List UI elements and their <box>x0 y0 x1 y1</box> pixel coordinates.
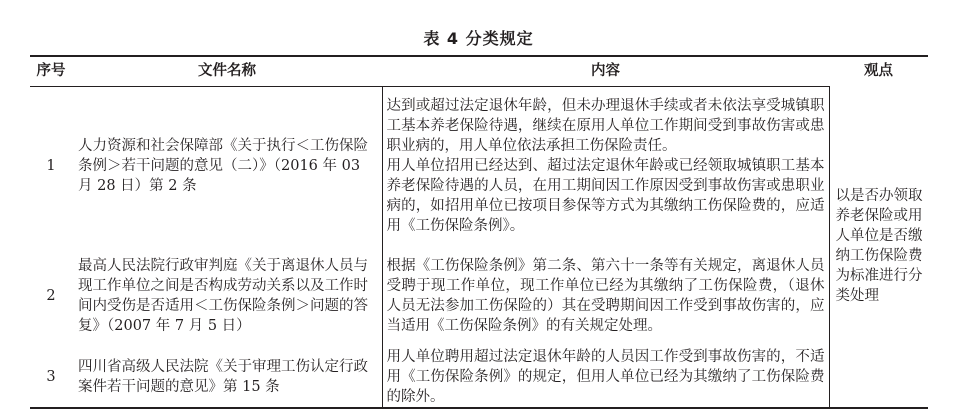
document-name-cell: 最高人民法院行政审判庭《关于离退休人员与现工作单位之间是否构成劳动关系以及工作时间内受伤是否适用＜工伤保险条例＞问题的答复》（2007 年 7 月 5 日） <box>78 257 368 334</box>
document-name-cell: 四川省高级人民法院《关于审理工伤认定行政案件若干问题的意见》第 15 条 <box>72 347 382 408</box>
content-paragraph: 用人单位招用已经达到、超过法定退休年龄或已经领取城镇职工基本养老保险待遇的人员，在用工期间因工作原因受到事故伤害或患职业病的，如招用单位已按项目参保等方式为其缴纳工伤保险费的，应适用《工伤保险条例》。 <box>386 157 825 234</box>
content-paragraph: 根据《工伤保险条例》第二条、第六十一条等有关规定，离退休人员受聘于现工作单位，现工作单位已经为其缴纳了工伤保险费，（退休人员无法参加工伤保险的）其在受聘期间因工作受到事故伤害的，应当适用《工伤保险条例》的有关规定处理。 <box>386 257 825 334</box>
document-name-cell: 人力资源和社会保障部《关于执行＜工伤保险条例＞若干问题的意见（二）》（2016 年 03 月 28 日）第 2 条 <box>78 137 368 194</box>
header-number: 序号 <box>30 56 72 86</box>
table-caption: 表 4 分类规定 <box>423 29 534 48</box>
content-cell <box>382 347 829 408</box>
row-number: 2 <box>46 287 56 304</box>
row-number: 1 <box>46 157 56 174</box>
header-content: 内容 <box>382 56 829 86</box>
header-viewpoint: 观点 <box>829 56 928 86</box>
row-number: 3 <box>30 347 72 408</box>
table-row <box>30 347 928 408</box>
viewpoint-cell: 以是否办领取养老保险或用人单位是否缴纳工伤保险费为标准进行分类处理 <box>829 86 928 408</box>
content-paragraph: 用人单位聘用超过法定退休年龄的人员因工作受到事故伤害的，不适用《工伤保险条例》的规定，但用人单位已经为其缴纳了工伤保险费的除外。 <box>386 348 825 405</box>
classification-rules-table <box>30 55 928 409</box>
table-row <box>30 86 928 245</box>
content-paragraph: 达到或超过法定退休年龄，但未办理退休手续或者未依法享受城镇职工基本养老保险待遇，继续在原用人单位工作期间受到事故伤害或患职业病的，用人单位依法承担工伤保险责任。 <box>386 97 825 154</box>
content-cell <box>382 86 829 245</box>
table-header-row <box>30 56 928 86</box>
table-row <box>30 245 928 347</box>
content-cell <box>382 245 829 347</box>
header-document-name: 文件名称 <box>72 56 382 86</box>
